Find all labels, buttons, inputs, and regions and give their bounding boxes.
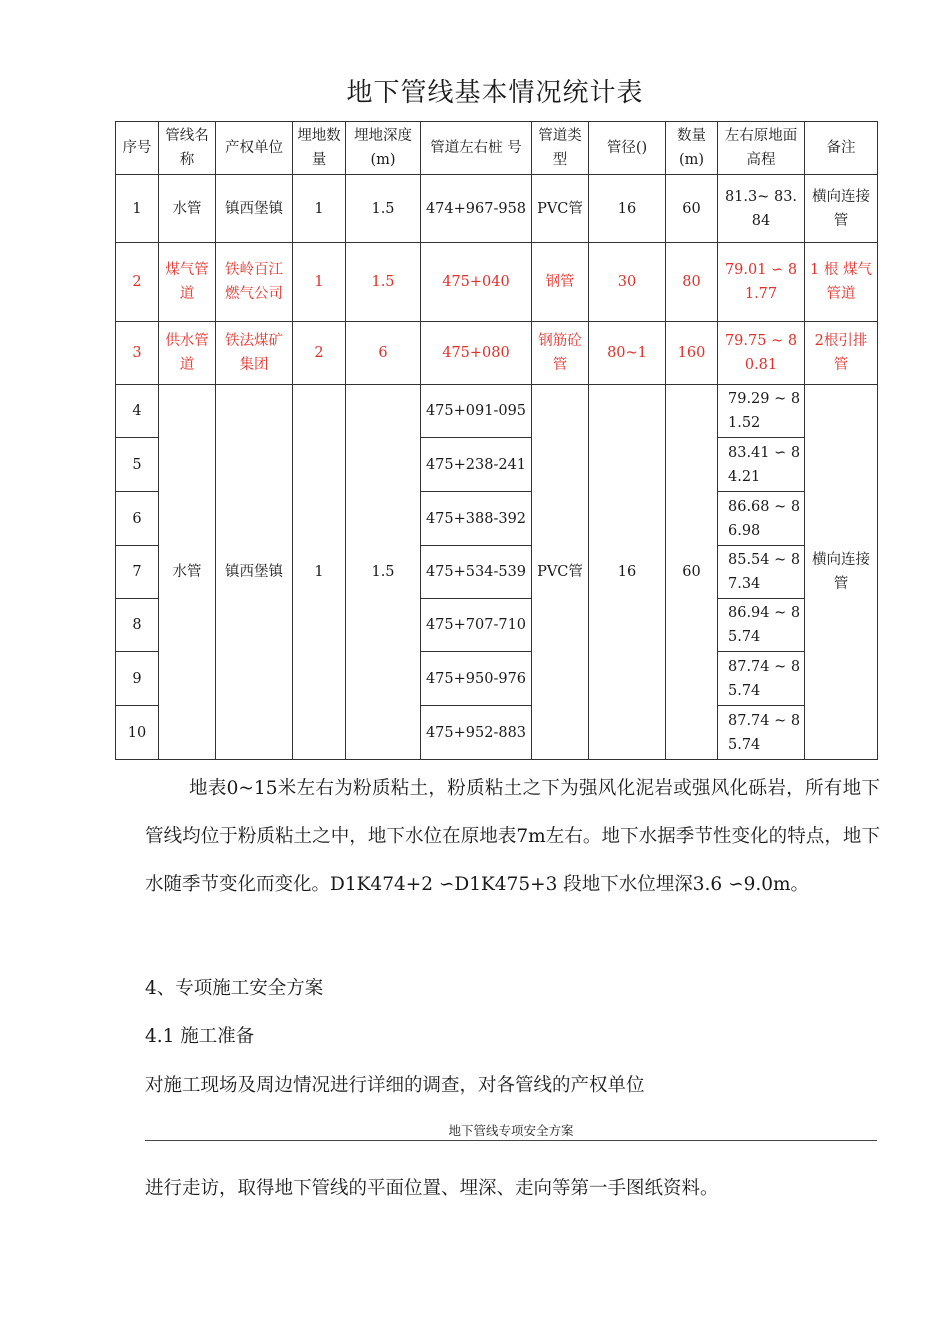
cell-elev: 79.29 ~ 81.52 [718,385,805,438]
cell-qty: 60 [666,175,718,243]
table-row [116,385,878,438]
document-title: 地下管线基本情况统计表 [346,78,644,108]
section-heading: 4、专项施工安全方案 [145,978,324,999]
cell-no: 9 [116,652,159,706]
header-cell: 序号 [116,122,159,175]
cell-no: 6 [116,492,159,546]
cell-no: 7 [116,546,159,599]
cell-elev: 87.74 ~ 85.74 [718,652,805,706]
cell-owner: 镇西堡镇 [216,385,293,760]
table-row [116,322,878,385]
cell-station: 475+952-883 [421,706,532,760]
cell-count: 1 [293,385,346,760]
table-row [116,175,878,243]
body-paragraph: 进行走访，取得地下管线的平面位置、埋深、走向等第一手图纸资料。 [145,1178,719,1199]
cell-station: 475+388-392 [421,492,532,546]
cell-depth: 1.5 [346,243,421,322]
header-cell: 埋地深度(m) [346,122,421,175]
header-cell: 埋地数量 [293,122,346,175]
cell-dia: 80~1 [589,322,666,385]
header-cell: 管道左右桩 号 [421,122,532,175]
cell-elev: 81.3~ 83.84 [718,175,805,243]
cell-qty: 160 [666,322,718,385]
cell-note: 横向连接管 [805,385,878,760]
cell-type: 钢管 [532,243,589,322]
cell-station: 475+534-539 [421,546,532,599]
cell-count: 2 [293,322,346,385]
cell-no: 1 [116,175,159,243]
page-footer: 地下管线专项安全方案 [145,1121,877,1141]
header-cell: 管线名称 [159,122,216,175]
cell-station: 475+091-095 [421,385,532,438]
cell-note: 1 根 煤气管道 [805,243,878,322]
cell-station: 475+238-241 [421,438,532,492]
cell-type: PVC管 [532,175,589,243]
cell-dia: 30 [589,243,666,322]
cell-owner: 镇西堡镇 [216,175,293,243]
cell-elev: 79.01 ∽ 81.77 [718,243,805,322]
cell-count: 1 [293,243,346,322]
subsection-heading: 4.1 施工准备 [145,1026,255,1047]
cell-station: 475+040 [421,243,532,322]
cell-depth: 1.5 [346,175,421,243]
cell-qty: 80 [666,243,718,322]
cell-no: 2 [116,243,159,322]
cell-elev: 79.75 ~ 80.81 [718,322,805,385]
cell-station: 475+707-710 [421,599,532,652]
cell-station: 475+080 [421,322,532,385]
cell-qty: 60 [666,385,718,760]
cell-depth: 1.5 [346,385,421,760]
cell-depth: 6 [346,322,421,385]
cell-elev: 86.68 ~ 86.98 [718,492,805,546]
header-cell: 数量(m) [666,122,718,175]
body-paragraph: 对施工现场及周边情况进行详细的调查，对各管线的产权单位 [145,1075,645,1096]
header-cell: 管道类型 [532,122,589,175]
header-cell: 管径() [589,122,666,175]
cell-count: 1 [293,175,346,243]
cell-type: 钢筋砼管 [532,322,589,385]
header-cell: 产权单位 [216,122,293,175]
cell-no: 4 [116,385,159,438]
cell-type: PVC管 [532,385,589,760]
table-header-row [116,122,878,175]
cell-no: 10 [116,706,159,760]
body-paragraph: 地表0~15米左右为粉质粘土，粉质粘土之下为强风化泥岩或强风化砾岩，所有地下管线均位于粉质粘土之中，地下水位在原地表7m左右。地下水据季节性变化的特点，地下水随季节变化而变化。D1K474+2 ∽D1K475+3 段地下水位埋深3.6 ∽9.0m。 [145,778,880,895]
cell-no: 8 [116,599,159,652]
cell-note: 2根引排管 [805,322,878,385]
cell-owner: 铁岭百江燃气公司 [216,243,293,322]
cell-station: 475+950-976 [421,652,532,706]
cell-elev: 86.94 ~ 85.74 [718,599,805,652]
cell-name: 煤气管道 [159,243,216,322]
header-cell: 备注 [805,122,878,175]
pipeline-table [115,121,878,760]
cell-note: 横向连接管 [805,175,878,243]
cell-elev: 87.74 ~ 85.74 [718,706,805,760]
cell-name: 水管 [159,385,216,760]
cell-elev: 83.41 ∽ 84.21 [718,438,805,492]
cell-dia: 16 [589,385,666,760]
cell-no: 3 [116,322,159,385]
cell-elev: 85.54 ~ 87.34 [718,546,805,599]
cell-owner: 铁法煤矿集团 [216,322,293,385]
header-cell: 左右原地面高程 [718,122,805,175]
cell-dia: 16 [589,175,666,243]
cell-station: 474+967-958 [421,175,532,243]
cell-name: 供水管道 [159,322,216,385]
table-row [116,243,878,322]
cell-name: 水管 [159,175,216,243]
cell-no: 5 [116,438,159,492]
